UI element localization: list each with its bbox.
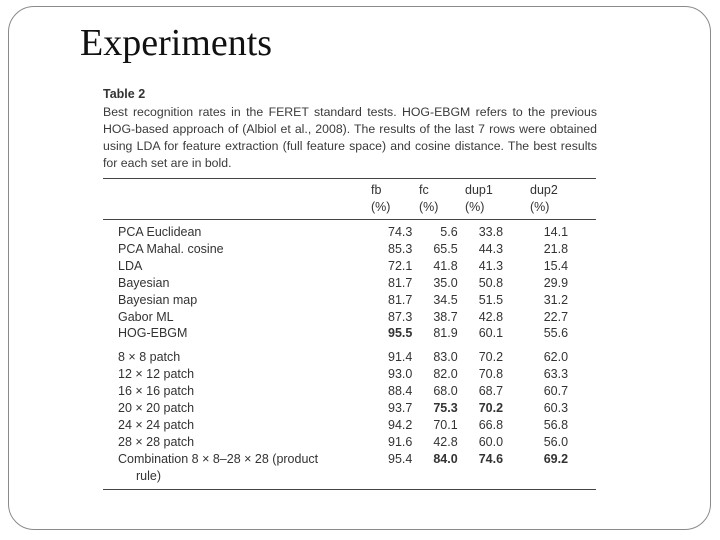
cell-fc: 82.0 [433,367,458,382]
table-row [118,224,568,241]
cell-dup2: 60.7 [543,384,569,399]
table-row-continuation [118,468,568,485]
cell-dup2: 69.2 [543,451,569,466]
table-row [118,292,568,309]
col-header-dup1-label: dup1 [465,183,493,197]
slide-title: Experiments [80,22,273,64]
row-spacer [118,342,568,349]
cell-fc: 38.7 [433,309,458,324]
cell-dup1: 74.6 [478,451,504,466]
table-row [118,241,568,258]
cell-fb: 85.3 [388,241,413,256]
cell-dup1: 70.8 [478,367,504,382]
cell-dup1: 51.5 [478,292,504,307]
cell-method: Combination 8 × 8–28 × 28 (product [118,451,319,466]
table-row [118,451,568,468]
table-caption: Best recognition rates in the FERET standard tests. HOG-EBGM refers to the previous HOG-based approach of (Albiol et al., 2008). The results of the last 7 rows were obtained using LDA for feature extraction (full feature space) and cosine distance. The best results for each set are in bold. [103,105,597,170]
col-header-dup1-unit: (%) [465,200,485,214]
cell-fc: 84.0 [433,451,458,466]
col-header-dup1 [465,182,493,216]
cell-fb: 72.1 [388,258,413,273]
cell-method-continuation: rule) [136,468,162,483]
cell-fb: 94.2 [388,417,413,432]
cell-method: HOG-EBGM [118,326,188,341]
col-header-dup2-unit: (%) [530,200,550,214]
cell-fc: 34.5 [433,292,458,307]
table-row [118,349,568,366]
empty-cell [507,468,568,485]
empty-cell [388,468,433,485]
cell-method: 28 × 28 patch [118,434,195,449]
cell-dup1: 44.3 [478,241,504,256]
table-row [118,258,568,275]
cell-method: Gabor ML [118,309,174,324]
col-header-dup2-label: dup2 [530,183,558,197]
table-row [118,434,568,451]
cell-fc: 70.1 [433,417,458,432]
cell-fc: 83.0 [433,350,458,365]
cell-dup1: 70.2 [478,350,504,365]
cell-dup2: 55.6 [543,326,569,341]
cell-dup2: 31.2 [543,292,569,307]
cell-fc: 75.3 [433,401,458,416]
results-table [118,224,568,485]
cell-dup1: 60.1 [478,326,504,341]
table-row [118,325,568,342]
cell-dup1: 33.8 [478,225,504,239]
cell-dup1: 68.7 [478,384,504,399]
cell-fb: 95.5 [388,326,413,341]
table-row [118,383,568,400]
table-row [118,309,568,326]
table-label: Table 2 [103,87,146,101]
col-header-fb-label: fb [371,183,382,197]
cell-fb: 88.4 [388,384,413,399]
table-row [118,417,568,434]
cell-dup2: 60.3 [543,401,569,416]
col-header-fb-unit: (%) [371,200,391,214]
spacer-cell [118,342,568,349]
cell-fc: 35.0 [433,275,458,290]
table-bottom-rule [103,489,596,490]
cell-dup2: 22.7 [543,309,569,324]
col-header-fb [371,182,390,216]
cell-fc: 5.6 [440,225,458,239]
cell-dup1: 42.8 [478,309,504,324]
cell-dup2: 56.0 [543,434,569,449]
cell-dup2: 21.8 [543,241,569,256]
cell-fb: 91.4 [388,350,413,365]
cell-fb: 87.3 [388,309,413,324]
cell-dup2: 63.3 [543,367,569,382]
cell-method: Bayesian [118,275,170,290]
cell-method: Bayesian map [118,292,198,307]
cell-method: PCA Mahal. cosine [118,241,224,256]
cell-method: LDA [118,258,143,273]
cell-method: 8 × 8 patch [118,350,181,365]
cell-fb: 81.7 [388,292,413,307]
cell-fb: 91.6 [388,434,413,449]
empty-cell [433,468,478,485]
cell-method: 20 × 20 patch [118,401,195,416]
cell-fb: 93.7 [388,401,413,416]
table-row [118,366,568,383]
cell-fc: 65.5 [433,241,458,256]
table-row [118,400,568,417]
cell-method: 16 × 16 patch [118,384,195,399]
cell-method: 24 × 24 patch [118,417,195,432]
cell-dup2: 14.1 [543,225,569,239]
cell-fb: 93.0 [388,367,413,382]
cell-fb: 74.3 [388,225,413,239]
cell-fc: 81.9 [433,326,458,341]
cell-fc: 68.0 [433,384,458,399]
cell-dup2: 62.0 [543,350,569,365]
col-header-fc-label: fc [419,183,429,197]
empty-cell [479,468,507,485]
cell-fc: 42.8 [433,434,458,449]
cell-dup1: 66.8 [478,417,504,432]
cell-dup1: 50.8 [478,275,504,290]
col-header-dup2 [530,182,558,216]
cell-method: 12 × 12 patch [118,367,195,382]
cell-dup2: 15.4 [543,258,569,273]
cell-fc: 41.8 [433,258,458,273]
table-top-rule [103,178,596,179]
cell-fb: 95.4 [388,451,413,466]
col-header-fc [419,182,438,216]
cell-dup2: 29.9 [543,275,569,290]
table-header-rule [103,219,596,220]
cell-dup1: 41.3 [478,258,504,273]
cell-dup2: 56.8 [543,417,569,432]
cell-method: PCA Euclidean [118,225,202,239]
cell-dup1: 60.0 [478,434,504,449]
table-row [118,275,568,292]
cell-fb: 81.7 [388,275,413,290]
col-header-fc-unit: (%) [419,200,439,214]
cell-dup1: 70.2 [478,401,504,416]
